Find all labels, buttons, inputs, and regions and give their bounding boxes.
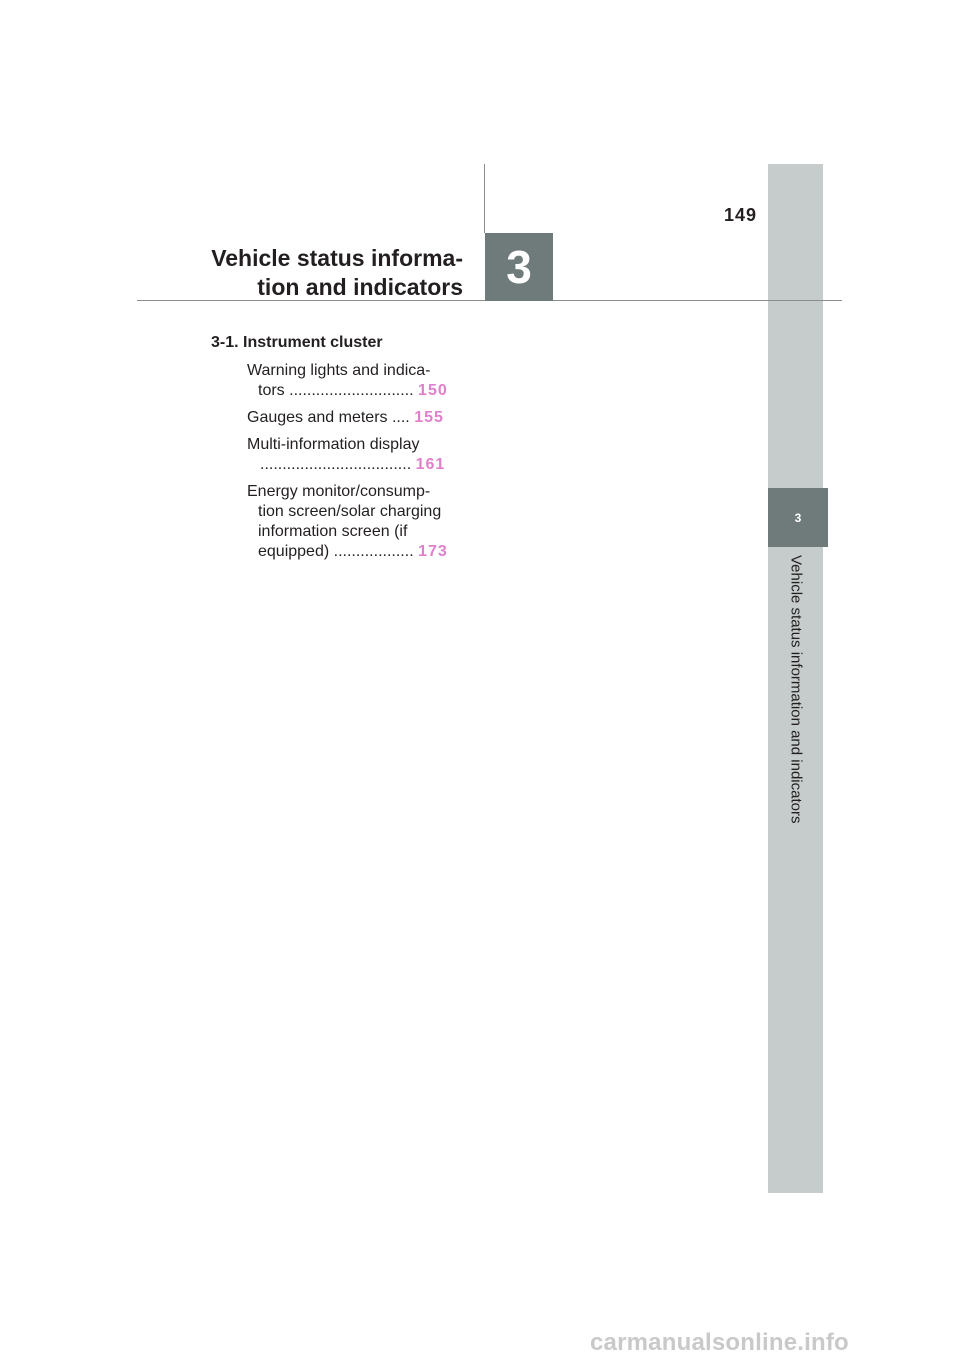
side-chapter-label-text: Vehicle status information and indicators <box>787 555 805 824</box>
toc-entry[interactable] <box>247 408 462 428</box>
section-heading: 3-1. Instrument cluster <box>211 334 383 351</box>
toc-entry-line: tion screen/solar charging <box>258 503 442 520</box>
toc-page-link[interactable]: 155 <box>414 409 444 426</box>
toc-entry-line: equipped) .................. <box>258 543 414 560</box>
toc-entry-line: Warning lights and indica- <box>247 362 431 379</box>
toc-entry[interactable] <box>247 482 462 562</box>
toc-page-link[interactable]: 161 <box>415 456 446 473</box>
table-of-contents <box>247 361 462 569</box>
chapter-number-box: 3 <box>485 233 553 301</box>
toc-page-link[interactable]: 150 <box>418 382 448 399</box>
toc-entry-line: Energy monitor/consump- <box>247 483 431 500</box>
toc-entry[interactable] <box>247 435 462 475</box>
chapter-title-line: Vehicle status informa- <box>211 245 463 271</box>
toc-entry-line: tors ............................ <box>258 382 414 399</box>
header-vertical-rule <box>484 164 485 233</box>
watermark: carmanualsonline.info <box>590 1329 849 1356</box>
toc-entry-line: Gauges and meters .... <box>247 409 410 426</box>
toc-entry-line: Multi-information display <box>247 436 420 453</box>
chapter-title-line: tion and indicators <box>257 274 463 300</box>
toc-entry[interactable] <box>247 361 462 401</box>
chapter-title <box>180 244 463 302</box>
toc-page-link[interactable]: 173 <box>418 543 448 560</box>
page-number: 149 <box>723 205 757 225</box>
side-chapter-label <box>786 555 806 865</box>
toc-entry-line: information screen (if <box>258 523 408 540</box>
toc-entry-line: .................................. <box>260 456 412 473</box>
side-chapter-tab[interactable]: 3 <box>768 488 828 547</box>
